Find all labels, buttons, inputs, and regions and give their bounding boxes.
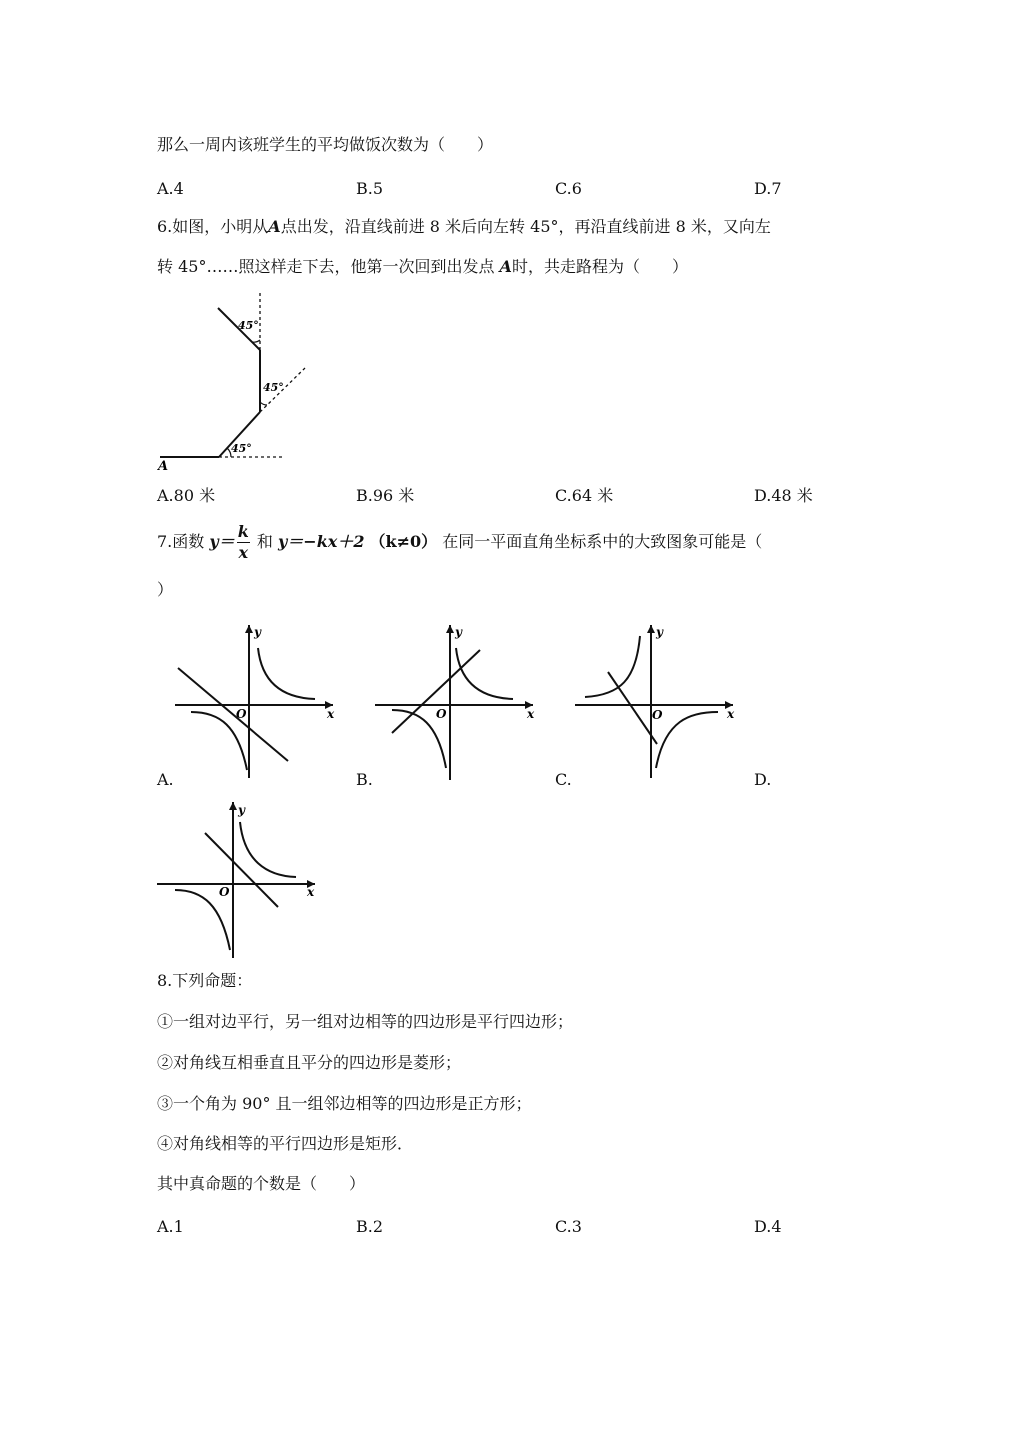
q7-formula-inverse-fraction: $\frac{k}{x}$ bbox=[237, 522, 249, 562]
q7-option-d: D. bbox=[754, 770, 772, 789]
q6-option-a: A.80 米 bbox=[157, 486, 216, 505]
q8-statement-1: ①一组对边平行，另一组对边相等的四边形是平行四边形； bbox=[157, 1012, 574, 1031]
q5-question-text: 那么一周内该班学生的平均做饭次数为（ ） bbox=[157, 135, 494, 154]
q7-option-b: B. bbox=[356, 770, 373, 789]
q8-question-text: 其中真命题的个数是（ ） bbox=[157, 1174, 366, 1193]
svg-text:x: x bbox=[307, 885, 315, 899]
svg-text:O: O bbox=[219, 885, 230, 899]
q8-option-b: B.2 bbox=[356, 1217, 384, 1236]
q6-question-line2: 转 45°……照这样走下去，他第一次回到出发点 A时，共走路程为（ ） bbox=[157, 257, 688, 276]
q5-option-c: C.6 bbox=[555, 179, 582, 198]
q8-option-d: D.4 bbox=[754, 1217, 782, 1236]
q7-question-line1: 7.函数 y＝ $\frac{k}{x}$ 和 y＝−kx＋2 （k≠0） 在同一平面直角坐标系中的大致图象可能是（ bbox=[157, 522, 763, 562]
svg-text:y: y bbox=[238, 803, 245, 817]
svg-text:O: O bbox=[436, 707, 447, 721]
q7-graph-a bbox=[170, 618, 345, 783]
q7-question-line2: ） bbox=[157, 580, 174, 599]
q7-formula-inverse-lhs: y＝ bbox=[209, 532, 235, 551]
svg-text:x: x bbox=[727, 707, 735, 721]
svg-text:O: O bbox=[236, 707, 247, 721]
svg-text:y: y bbox=[254, 625, 261, 639]
q6-option-c: C.64 米 bbox=[555, 486, 614, 505]
q7-option-c: C. bbox=[555, 770, 572, 789]
q8-statement-2: ②对角线互相垂直且平分的四边形是菱形； bbox=[157, 1053, 462, 1072]
q6-angle-label-2: 45° bbox=[263, 381, 284, 394]
q5-option-a: A.4 bbox=[157, 179, 184, 198]
q7-condition: （k≠0） bbox=[369, 532, 438, 551]
q8-title: 8.下列命题： bbox=[157, 971, 253, 990]
q6-option-d: D.48 米 bbox=[754, 486, 813, 505]
svg-text:y: y bbox=[455, 625, 462, 639]
q7-graph-d bbox=[152, 795, 322, 965]
q7-option-a: A. bbox=[157, 770, 174, 789]
svg-text:y: y bbox=[656, 625, 663, 639]
q6-option-b: B.96 米 bbox=[356, 486, 415, 505]
q7-graph-c bbox=[570, 618, 745, 783]
q6-figure-point-a: A bbox=[158, 459, 169, 474]
q7-graph-b bbox=[370, 618, 545, 783]
svg-text:x: x bbox=[527, 707, 535, 721]
q8-statement-4: ④对角线相等的平行四边形是矩形． bbox=[157, 1134, 414, 1153]
q6-question-line1: 6.如图，小明从A点出发，沿直线前进 8 米后向左转 45°，再沿直线前进 8 米，又向左 bbox=[157, 217, 771, 236]
q6-walking-path-figure bbox=[150, 285, 320, 475]
q8-statement-3: ③一个角为 90° 且一组邻边相等的四边形是正方形； bbox=[157, 1094, 532, 1113]
q5-option-b: B.5 bbox=[356, 179, 384, 198]
svg-text:x: x bbox=[327, 707, 335, 721]
svg-text:O: O bbox=[652, 708, 663, 722]
q6-point-a: A bbox=[268, 217, 281, 236]
q6-angle-label-1: 45° bbox=[231, 442, 252, 455]
q6-angle-label-3: 45° bbox=[238, 319, 259, 332]
q8-option-a: A.1 bbox=[157, 1217, 184, 1236]
q8-option-c: C.3 bbox=[555, 1217, 582, 1236]
q5-option-d: D.7 bbox=[754, 179, 782, 198]
q7-formula-linear: y＝−kx＋2 bbox=[277, 532, 365, 551]
